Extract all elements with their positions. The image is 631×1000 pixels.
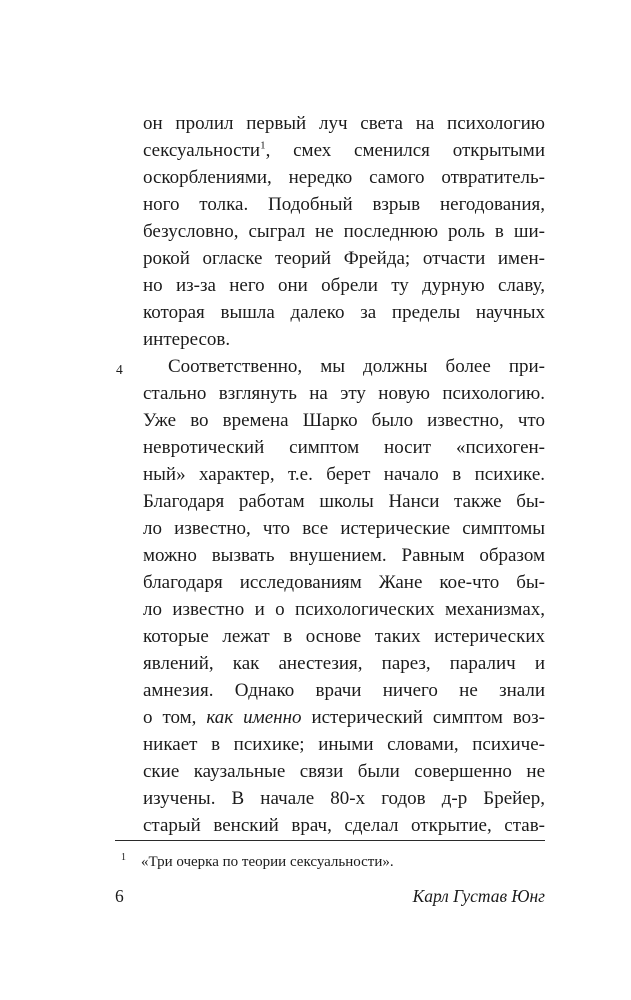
text-line: благодаря исследованиям Жане кое-что бы- [143,572,545,593]
running-title: Карл Густав Юнг [412,886,545,906]
emphasized-text: как именно [206,707,302,728]
text-line: можно вызвать внушением. Равным образом [143,545,545,566]
footnote-marker: 1 [121,852,126,863]
text-segment: сексуальности [143,140,261,161]
text-line: он пролил первый луч света на психологию [143,113,545,134]
paragraph-number: 4 [116,362,123,377]
text-line: которая вышла далеко за пределы научных [143,302,545,323]
text-segment: о том, [143,707,207,728]
footnote-divider [115,840,545,841]
text-line: Соответственно, мы должны более при- [168,356,545,377]
main-text [143,110,545,839]
text-line: стально взглянуть на эту новую психологию. [143,383,545,404]
footnote-reference: 1 [260,139,266,152]
text-segment: истерический симптом воз- [301,707,545,728]
paragraph-4 [143,353,545,839]
text-line: интересов. [143,329,231,350]
footnote-text: «Три очерка по теории сексуальности». [141,854,394,870]
text-line [143,137,545,164]
text-line: но из-за него они обрели ту дурную славу, [143,275,545,296]
text-line: ло известно, что все истерические симптомы [143,518,545,539]
text-line: изучены. В начале 80-х годов д-р Брейер, [143,788,545,809]
text-line [143,704,545,731]
text-line: Благодаря работам школы Нанси также бы- [143,491,545,512]
text-line: ный» характер, т.е. берет начало в психике. [143,464,545,485]
footnote [115,848,545,872]
text-line: ного толка. Подобный взрыв негодования, [143,194,545,215]
text-line: невротический симптом носит «психоген- [143,437,545,458]
text-line: ло известно и о психологических механизмах, [143,599,545,620]
text-line: Уже во времена Шарко было известно, что [143,410,545,431]
text-line: явлений, как анестезия, парез, паралич и [143,653,545,674]
page-footer [115,886,545,907]
text-line: которые лежат в основе таких истерических [143,626,545,647]
text-line: оскорблениями, нередко самого отвратитель- [143,167,545,188]
page-number: 6 [115,886,124,906]
text-segment: , смех сменился открытыми [265,140,545,161]
text-line: рокой огласке теорий Фрейда; отчасти имен- [143,248,545,269]
text-line: амнезия. Однако врачи ничего не знали [143,680,545,701]
text-line: ские каузальные связи были совершенно не [143,761,545,782]
text-line: старый венский врач, сделал открытие, став- [143,815,545,836]
text-line: безусловно, сыграл не последнюю роль в ши- [143,221,545,242]
paragraph-continued [143,110,545,353]
text-line: никает в психике; иными словами, психиче- [143,734,545,755]
